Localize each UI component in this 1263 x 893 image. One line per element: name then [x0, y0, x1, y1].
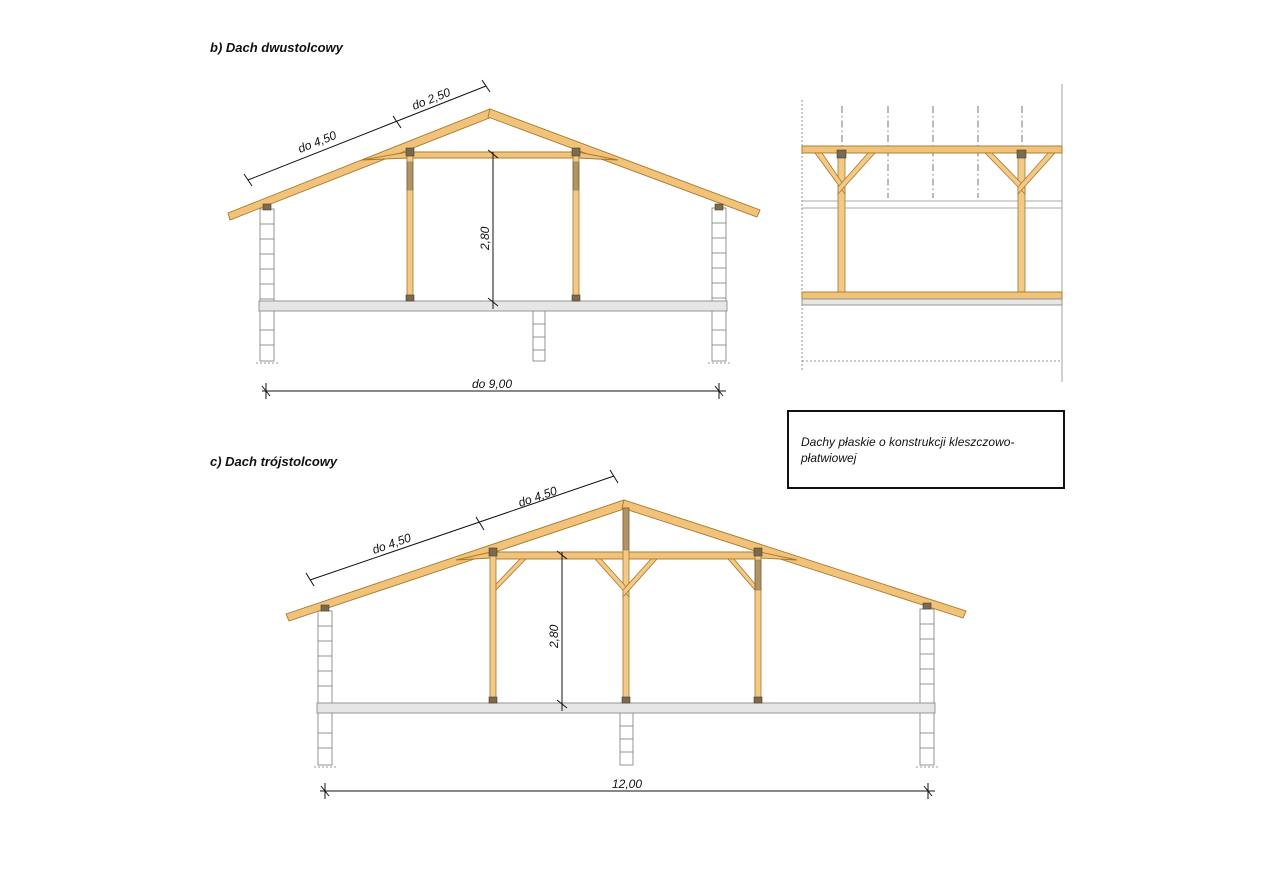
post-footing: [754, 697, 762, 703]
post-footing: [622, 697, 630, 703]
height-dimension-line: [478, 150, 498, 309]
ceiling-slab: [317, 703, 935, 713]
post-footing: [489, 697, 497, 703]
span-dimension-line: [262, 377, 726, 399]
purlin-block: [754, 548, 762, 556]
post-shadow: [407, 162, 413, 190]
left-wall: [260, 209, 274, 361]
purlin-block: [572, 148, 580, 156]
post-shadow: [755, 560, 761, 590]
post-footing: [406, 295, 414, 301]
elevation-slab: [802, 299, 1062, 305]
rafter-dimension-line: [244, 80, 490, 186]
section-b-two-post-roof: [210, 40, 760, 399]
caption-line-2: płatwiowej: [801, 451, 857, 465]
rafter-lower-dimension: do 4,50: [295, 128, 339, 156]
span-dimension-line: [320, 777, 935, 799]
wall-plate-left: [321, 605, 329, 611]
brace: [728, 559, 755, 590]
right-wall: [920, 609, 934, 765]
span-dimension: 12,00: [611, 777, 643, 791]
middle-wall: [620, 713, 633, 765]
wall-plate-right: [923, 603, 931, 609]
post-cap: [1017, 150, 1026, 158]
wall-plate-left: [263, 204, 271, 210]
span-dimension: do 9,00: [471, 377, 513, 391]
rafter-dimension-line: [306, 470, 618, 586]
rafter-upper-dimension: do 2,50: [409, 85, 453, 113]
elevation-post-left: [838, 152, 845, 294]
middle-wall: [533, 311, 545, 361]
height-dimension-line: [547, 551, 567, 711]
elevation-post-right: [1018, 152, 1025, 294]
post-footing: [572, 295, 580, 301]
side-elevation: [802, 84, 1062, 382]
section-c-three-post-roof: [210, 454, 966, 799]
left-rafter: [228, 109, 492, 220]
caption-line-1: Dachy płaskie o konstrukcji kleszczowo-: [801, 435, 1015, 449]
post-left: [490, 552, 496, 703]
left-rafter: [286, 500, 627, 621]
left-wall: [318, 611, 332, 765]
purlin-block: [489, 548, 497, 556]
height-dimension: 2,80: [478, 226, 492, 250]
caption-box: [788, 411, 1064, 488]
section-c-title: c) Dach trójstolcowy: [210, 454, 338, 469]
post-shadow: [623, 508, 629, 550]
rafter-upper-dimension: do 4,50: [516, 483, 559, 510]
purlin-block: [406, 148, 414, 156]
brace: [496, 559, 526, 590]
right-rafter: [488, 109, 760, 217]
rafter-lower-dimension: do 4,50: [370, 530, 413, 557]
post-cap: [837, 150, 846, 158]
wall-plate-right: [715, 204, 723, 210]
post-shadow: [573, 162, 579, 190]
floor-beam: [802, 292, 1062, 299]
height-dimension: 2,80: [547, 624, 561, 648]
section-b-title: b) Dach dwustolcowy: [210, 40, 343, 55]
right-wall: [712, 208, 726, 361]
